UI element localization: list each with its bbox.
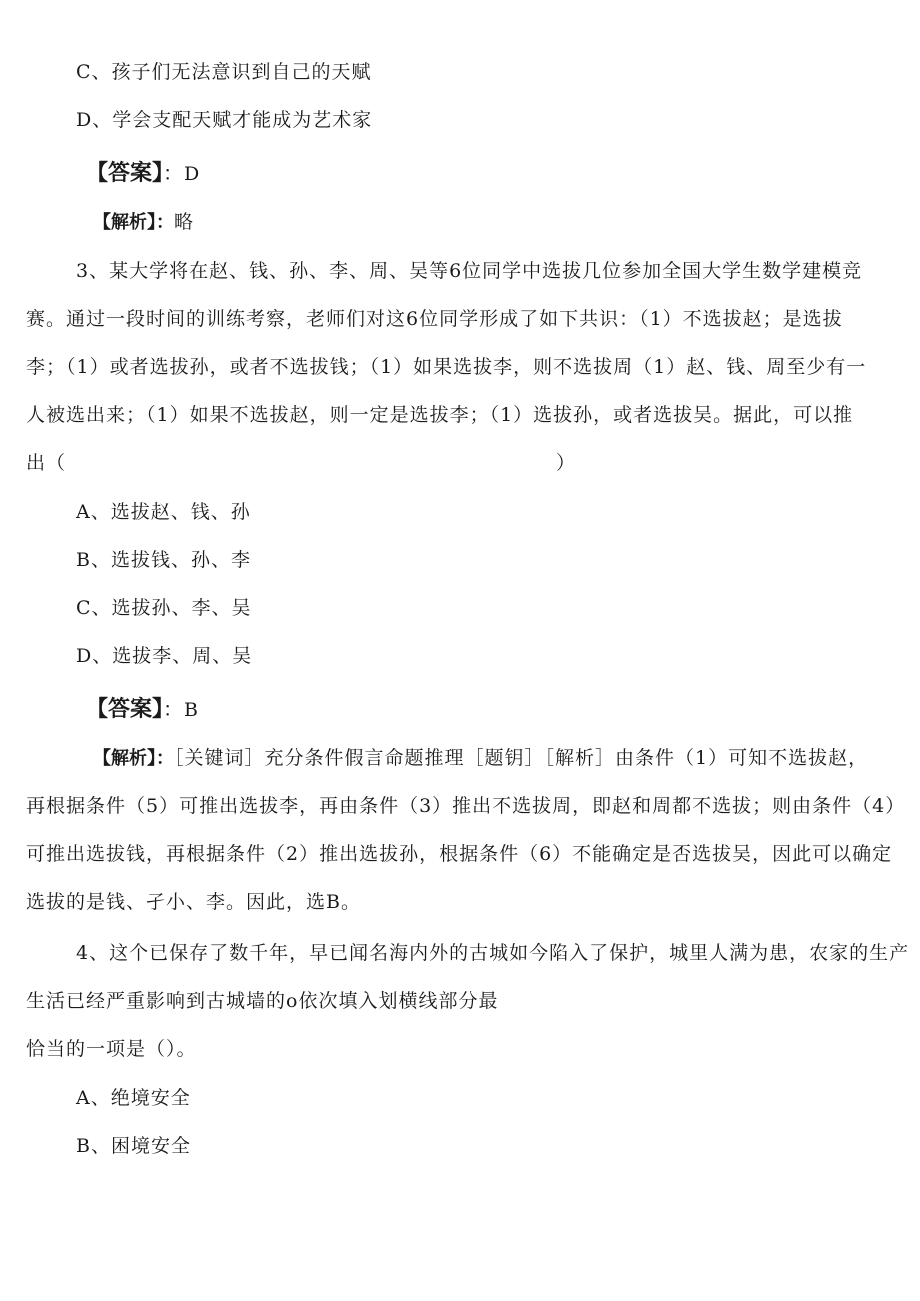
q4-stem-line-1: 4、这个已保存了数千年，早已闻名海内外的古城如今陷入了保护，城里人满为患，农家的生产 <box>76 942 910 964</box>
q2-answer-value: D <box>184 163 201 185</box>
q3-explanation-line-3: 可推出选拔钱，再根据条件（2）推出选拔孙，根据条件（6）不能确定是否选拔吴，因此可以确定 <box>26 843 893 865</box>
q2-explanation-label: 【解析】： <box>93 212 174 233</box>
q4-option-a: A、绝境安全 <box>76 1087 191 1109</box>
q3-explanation-line-1 <box>93 746 868 771</box>
q3-answer <box>86 697 199 722</box>
q3-stem-line-4: 人被选出来；（1）如果不选拔赵，则一定是选拔李；（1）选拔孙，或者选拔吴。据此，可以推 <box>26 404 854 426</box>
q3-option-a: A、选拔赵、钱、孙 <box>76 501 251 523</box>
q3-stem-line-5: 出（ <box>26 452 67 474</box>
q2-option-c: C、孩子们无法意识到自己的天赋 <box>76 61 372 83</box>
q3-stem-line-3: 李；（1）或者选拔孙，或者不选拔钱；（1）如果选拔李，则不选拔周（1）赵、钱、周至少有一 <box>26 356 867 378</box>
q3-option-b: B、选拔钱、孙、李 <box>76 549 251 571</box>
q2-answer <box>86 161 200 186</box>
q2-answer-separator: ： <box>163 161 185 185</box>
q4-stem-line-3: 恰当的一项是（）。 <box>26 1038 197 1060</box>
q2-explanation <box>93 210 194 235</box>
q3-answer-separator: ： <box>163 697 185 721</box>
q3-blank-close-paren: ） <box>556 452 576 474</box>
q4-option-b: B、困境安全 <box>76 1135 191 1157</box>
q3-stem-line-2: 赛。通过一段时间的训练考察，老师们对这6位同学形成了如下共识：（1）不选拔赵；是选拔 <box>26 308 843 330</box>
q3-stem-line-1: 3、某大学将在赵、钱、孙、李、周、吴等6位同学中选拔几位参加全国大学生数学建模竞 <box>76 260 863 282</box>
q3-explanation-label: 【解析】： <box>93 748 174 769</box>
q3-explanation-line-2: 再根据条件（5）可推出选拔李，再由条件（3）推出不选拔周，即赵和周都不选拔；则由条件（4） <box>26 795 906 817</box>
q3-answer-value: B <box>184 699 199 721</box>
q2-answer-label: 【答案】 <box>86 161 164 186</box>
q2-option-d: D、学会支配天赋才能成为艺术家 <box>76 109 373 131</box>
q3-option-c: C、选拔孙、李、吴 <box>76 597 252 619</box>
q3-explanation-text-1: ［关键词］充分条件假言命题推理［题钥］［解析］由条件（1）可知不选拔赵， <box>174 747 869 769</box>
q2-explanation-text: 略 <box>174 211 195 233</box>
q3-explanation-line-4: 选拔的是钱、孑小、李。因此，选B。 <box>26 891 361 913</box>
q3-answer-label: 【答案】 <box>86 697 164 722</box>
q4-stem-line-2: 生活已经严重影响到古城墙的o依次填入划横线部分最 <box>26 990 499 1012</box>
q3-option-d: D、选拔李、周、吴 <box>76 645 253 667</box>
